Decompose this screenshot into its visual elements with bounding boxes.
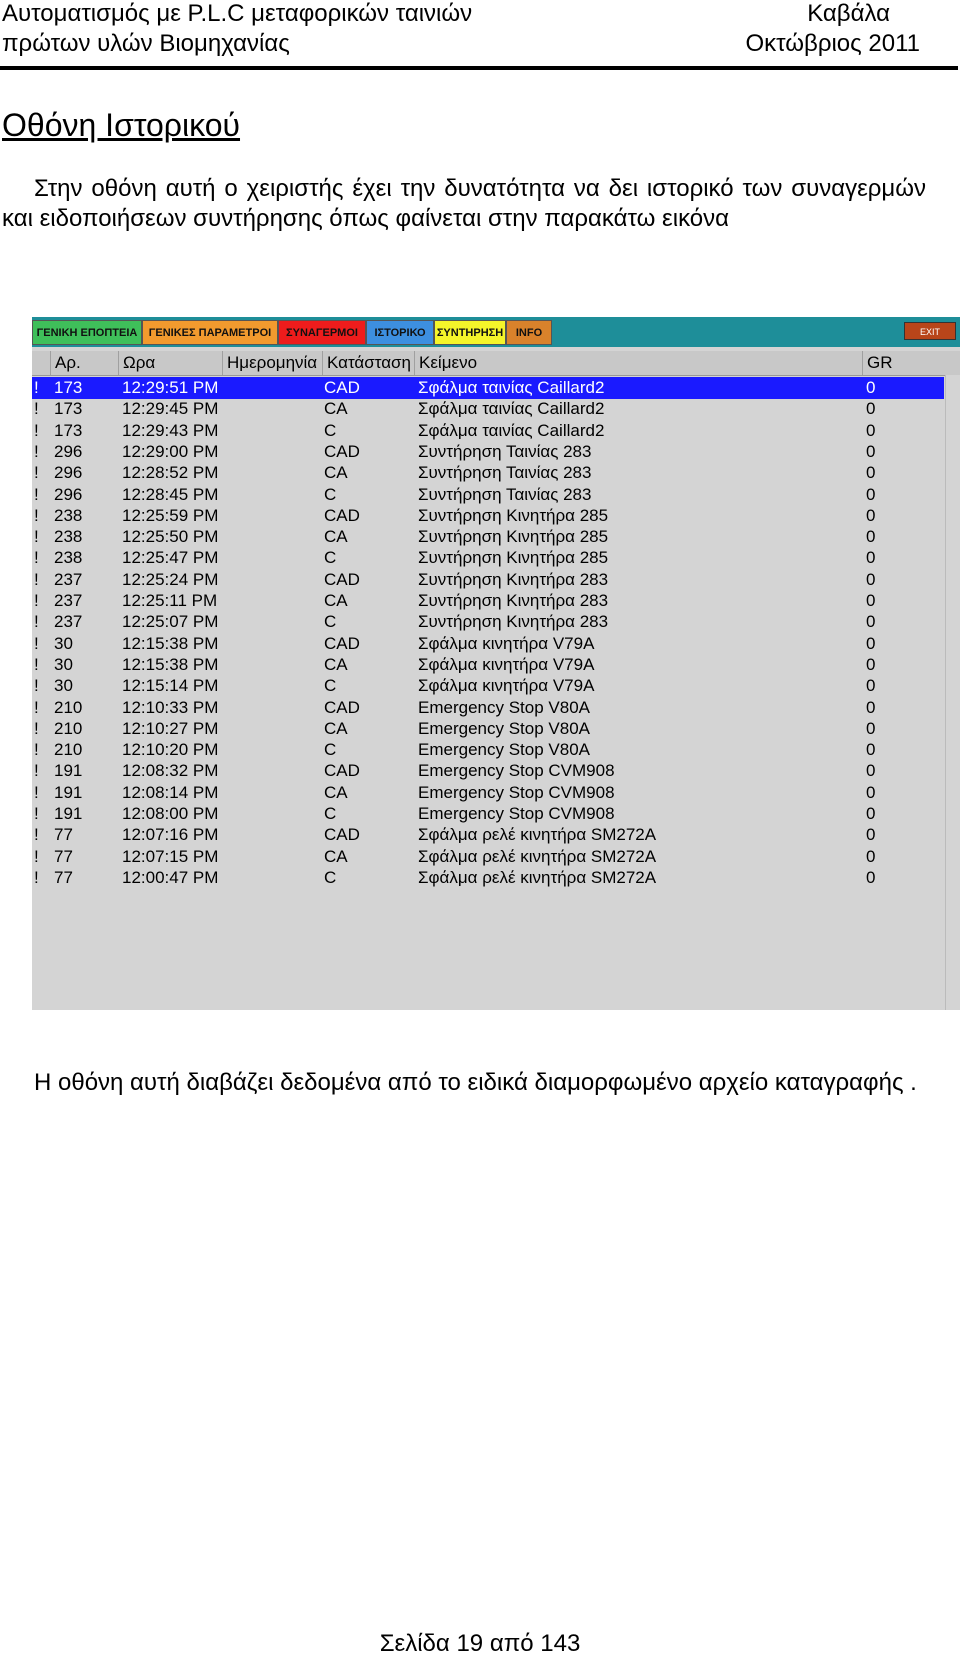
row-number: 210 [54,740,83,760]
header-title-line2: πρώτων υλών Βιομηχανίας [2,30,290,57]
row-time: 12:07:16 PM [122,825,219,845]
row-flag: ! [34,633,39,653]
row-gr: 0 [866,782,876,802]
table-row[interactable] [32,526,944,548]
row-flag: ! [34,527,39,547]
table-row[interactable] [32,697,944,719]
table-scrollbar[interactable] [945,375,960,1010]
table-row[interactable] [32,590,944,612]
row-time: 12:25:47 PM [122,548,219,568]
history-screen-screenshot [32,317,960,1010]
row-flag: ! [34,697,39,717]
row-text: Συντήρηση Κινητήρα 283 [418,591,609,610]
nav-tab-6[interactable]: INFO [506,320,552,345]
row-state: CAD [324,761,360,781]
row-flag: ! [34,378,39,397]
header-title-line1: Αυτοματισμός με P.L.C μεταφορικών ταινιών [2,0,473,27]
intro-paragraph: Στην οθόνη αυτή ο χειριστής έχει την δυνατότητα να δει ιστορικό των συναγερμών και ειδοποιήσεων συντήρησης όπως φαίνεται στην παρακάτω εικόνα [2,175,926,232]
row-state: CAD [324,505,360,525]
row-state: C [324,484,337,504]
column-time-header[interactable]: Ωρα [118,351,222,375]
row-time: 12:29:51 PM [122,378,219,397]
row-gr: 0 [866,527,876,547]
table-row[interactable] [32,739,944,761]
row-gr: 0 [866,484,876,504]
row-number: 238 [54,505,83,525]
table-row[interactable] [32,377,944,399]
column-state-header[interactable]: Κατάσταση [322,351,414,375]
row-number: 173 [54,420,83,440]
row-flag: ! [34,867,39,887]
table-row[interactable] [32,760,944,782]
exit-button[interactable]: EXIT [904,322,956,340]
row-text: Συντήρηση Κινητήρα 283 [418,612,609,632]
row-time: 12:08:32 PM [122,761,219,781]
row-flag: ! [34,463,39,483]
row-gr: 0 [866,569,876,589]
row-number: 296 [54,484,83,504]
row-number: 30 [54,633,73,653]
row-number: 77 [54,846,73,866]
row-gr: 0 [866,463,876,483]
table-row[interactable] [32,505,944,527]
row-number: 191 [54,761,83,781]
row-time: 12:25:59 PM [122,505,219,525]
row-state: CAD [324,569,360,589]
row-flag: ! [34,676,39,696]
row-gr: 0 [866,441,876,461]
table-row[interactable] [32,867,944,889]
row-state: CA [324,591,348,610]
table-row[interactable] [32,484,944,506]
section-title: Οθόνη Ιστορικού [2,107,241,143]
nav-tab-5[interactable]: ΣΥΝΤΗΡΗΣΗ [434,320,506,345]
row-state: CA [324,463,348,483]
row-number: 173 [54,399,83,419]
row-gr: 0 [866,633,876,653]
row-text: Σφάλμα ρελέ κινητήρα SM272A [418,867,657,887]
row-state: C [324,420,337,440]
page-header [0,0,958,70]
outro-paragraph: Η οθόνη αυτή διαβάζει δεδομένα από το ειδικά διαμορφωμένο αρχείο καταγραφής . [34,1069,917,1096]
row-flag: ! [34,612,39,632]
row-gr: 0 [866,761,876,781]
row-state: CAD [324,633,360,653]
row-state: C [324,676,337,696]
row-text: Emergency Stop CVM908 [418,782,615,802]
row-text: Σφάλμα ρελέ κινητήρα SM272A [418,846,657,866]
header-date: Οκτώβριος 2011 [745,30,920,57]
row-gr: 0 [866,676,876,696]
row-time: 12:10:33 PM [122,697,219,717]
row-number: 30 [54,654,73,674]
column-text-header[interactable]: Κείμενο [414,351,862,375]
row-state: CA [324,846,348,866]
nav-tab-4[interactable]: ΙΣΤΟΡΙΚΟ [366,320,434,345]
row-flag: ! [34,548,39,568]
row-text: Συντήρηση Ταινίας 283 [418,484,592,504]
row-flag: ! [34,591,39,610]
history-table-header [32,351,960,376]
row-time: 12:10:27 PM [122,718,219,738]
header-location: Καβάλα [807,0,890,27]
row-state: CA [324,527,348,547]
table-row[interactable] [32,611,944,633]
row-text: Συντήρηση Κινητήρα 285 [418,505,609,525]
row-text: Συντήρηση Κινητήρα 285 [418,527,609,547]
row-time: 12:29:45 PM [122,399,219,419]
row-number: 210 [54,718,83,738]
row-text: Emergency Stop V80A [418,718,590,738]
row-flag: ! [34,420,39,440]
row-state: C [324,804,337,823]
row-time: 12:28:45 PM [122,484,219,504]
row-state: C [324,867,337,887]
row-time: 12:00:47 PM [122,867,219,887]
table-row[interactable] [32,675,944,697]
row-time: 12:25:11 PM [122,591,218,610]
table-row[interactable] [32,803,944,825]
row-gr: 0 [866,378,876,397]
row-flag: ! [34,825,39,845]
row-gr: 0 [866,612,876,632]
table-row[interactable] [32,654,944,676]
row-time: 12:29:43 PM [122,420,219,440]
table-row[interactable] [32,441,944,463]
row-state: C [324,740,337,760]
row-number: 296 [54,441,83,461]
row-flag: ! [34,804,39,823]
table-row[interactable] [32,782,944,804]
row-time: 12:15:38 PM [122,654,219,674]
row-flag: ! [34,484,39,504]
row-number: 238 [54,548,83,568]
row-gr: 0 [866,399,876,419]
row-flag: ! [34,399,39,419]
row-number: 237 [54,569,83,589]
row-text: Emergency Stop CVM908 [418,804,615,823]
row-text: Σφάλμα ταινίας Caillard2 [418,399,605,419]
row-time: 12:25:50 PM [122,527,219,547]
row-flag: ! [34,846,39,866]
row-text: Emergency Stop V80A [418,740,590,760]
table-row[interactable] [32,633,944,655]
row-gr: 0 [866,697,876,717]
table-row[interactable] [32,420,944,442]
table-row[interactable] [32,718,944,740]
row-time: 12:07:15 PM [122,846,219,866]
row-flag: ! [34,761,39,781]
row-gr: 0 [866,548,876,568]
row-number: 77 [54,867,73,887]
row-flag: ! [34,718,39,738]
column-number-header[interactable]: Αρ. [50,351,118,375]
nav-tab-3[interactable]: ΣΥΝΑΓΕΡΜΟΙ [278,320,366,345]
row-number: 238 [54,527,83,547]
row-time: 12:29:00 PM [122,441,219,461]
row-text: Σφάλμα ταινίας Caillard2 [418,378,605,397]
navigation-bar [32,317,960,347]
row-text: Συντήρηση Κινητήρα 285 [418,548,609,568]
row-text: Σφάλμα κινητήρα V79A [418,654,595,674]
row-state: CA [324,399,348,419]
row-time: 12:28:52 PM [122,463,219,483]
row-gr: 0 [866,654,876,674]
row-text: Σφάλμα κινητήρα V79A [418,633,595,653]
row-state: C [324,548,337,568]
row-text: Emergency Stop V80A [418,697,590,717]
row-number: 77 [54,825,73,845]
table-row[interactable] [32,462,944,484]
row-number: 191 [54,782,83,802]
row-flag: ! [34,782,39,802]
row-time: 12:15:38 PM [122,633,219,653]
row-number: 30 [54,676,73,696]
table-row[interactable] [32,398,944,420]
row-flag: ! [34,654,39,674]
column-date-header[interactable]: Ημερομηνία [222,351,322,375]
row-time: 12:25:07 PM [122,612,219,632]
row-flag: ! [34,505,39,525]
row-number: 237 [54,612,83,632]
row-flag: ! [34,569,39,589]
row-number: 296 [54,463,83,483]
row-gr: 0 [866,718,876,738]
row-number: 237 [54,591,83,610]
row-time: 12:25:24 PM [122,569,219,589]
row-number: 173 [54,378,83,397]
table-row[interactable] [32,824,944,846]
row-gr: 0 [866,804,876,823]
nav-tab-2[interactable]: ΓΕΝΙΚΕΣ ΠΑΡΑΜΕΤΡΟΙ [142,320,278,345]
page-number: Σελίδα 19 από 143 [379,1630,581,1657]
row-state: CAD [324,697,360,717]
row-text: Σφάλμα κινητήρα V79A [418,676,595,696]
row-state: CAD [324,378,360,397]
row-gr: 0 [866,420,876,440]
table-row[interactable] [32,846,944,868]
row-flag: ! [34,740,39,760]
row-text: Emergency Stop CVM908 [418,761,615,781]
row-text: Συντήρηση Κινητήρα 283 [418,569,609,589]
row-number: 210 [54,697,83,717]
row-time: 12:15:14 PM [122,676,219,696]
row-state: CAD [324,825,360,845]
row-gr: 0 [866,740,876,760]
row-state: C [324,612,337,632]
row-number: 191 [54,804,83,823]
nav-tab-1[interactable]: ΓΕΝΙΚΗ ΕΠΟΠΤΕΙΑ [32,320,142,345]
row-text: Σφάλμα ταινίας Caillard2 [418,420,605,440]
column-gr-header[interactable]: GR [862,351,912,375]
row-gr: 0 [866,867,876,887]
row-gr: 0 [866,846,876,866]
row-state: CA [324,654,348,674]
row-time: 12:08:14 PM [122,782,219,802]
row-time: 12:10:20 PM [122,740,219,760]
row-gr: 0 [866,505,876,525]
table-row[interactable] [32,547,944,569]
row-time: 12:08:00 PM [122,804,219,823]
row-state: CAD [324,441,360,461]
row-text: Σφάλμα ρελέ κινητήρα SM272A [418,825,657,845]
row-gr: 0 [866,591,876,610]
row-flag: ! [34,441,39,461]
row-state: CA [324,718,348,738]
row-state: CA [324,782,348,802]
row-text: Συντήρηση Ταινίας 283 [418,463,592,483]
table-row[interactable] [32,569,944,591]
row-gr: 0 [866,825,876,845]
row-text: Συντήρηση Ταινίας 283 [418,441,592,461]
